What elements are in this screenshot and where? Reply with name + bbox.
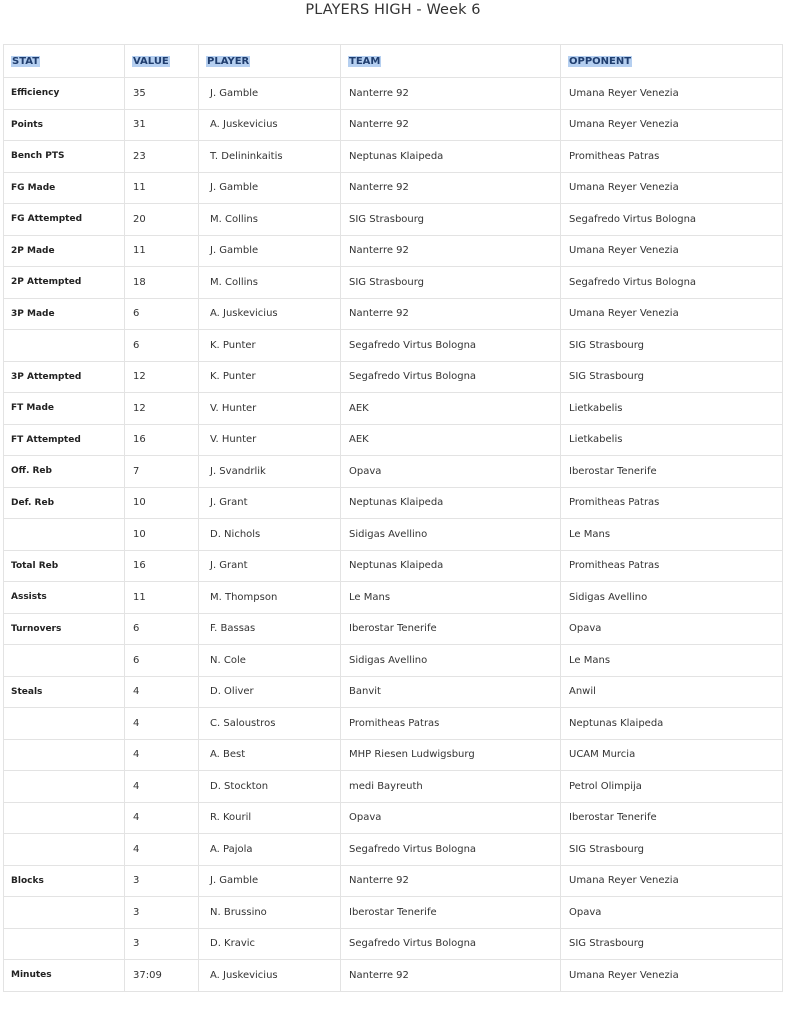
table-row [4,172,783,204]
header-opponent [561,45,783,78]
team-cell: Neptunas Klaipeda [341,550,561,582]
team-cell: SIG Strasbourg [341,267,561,299]
player-cell: D. Oliver [199,676,341,708]
opponent-cell: Umana Reyer Venezia [561,960,783,992]
opponent-cell: Sidigas Avellino [561,582,783,614]
team-cell: Segafredo Virtus Bologna [341,834,561,866]
opponent-cell: Opava [561,613,783,645]
header-player [199,45,341,78]
team-cell: Sidigas Avellino [341,645,561,677]
value-cell: 4 [125,802,199,834]
table-row [4,645,783,677]
value-cell: 10 [125,519,199,551]
value-cell: 23 [125,141,199,173]
opponent-cell: Umana Reyer Venezia [561,235,783,267]
team-cell: Iberostar Tenerife [341,613,561,645]
opponent-cell: Le Mans [561,645,783,677]
opponent-cell: Segafredo Virtus Bologna [561,204,783,236]
player-cell: A. Juskevicius [199,109,341,141]
player-cell: J. Gamble [199,235,341,267]
opponent-cell: Petrol Olimpija [561,771,783,803]
table-row [4,802,783,834]
player-cell: M. Collins [199,204,341,236]
opponent-cell: Anwil [561,676,783,708]
stat-cell: Steals [4,676,125,708]
header-team [341,45,561,78]
table-row [4,960,783,992]
value-cell: 7 [125,456,199,488]
player-cell: T. Delininkaitis [199,141,341,173]
table-row [4,109,783,141]
player-cell: N. Cole [199,645,341,677]
opponent-cell: Umana Reyer Venezia [561,109,783,141]
player-cell: M. Collins [199,267,341,299]
player-cell: J. Gamble [199,172,341,204]
value-cell: 6 [125,645,199,677]
table-row [4,298,783,330]
player-cell: C. Saloustros [199,708,341,740]
table-row [4,928,783,960]
value-cell: 3 [125,928,199,960]
team-cell: Nanterre 92 [341,78,561,110]
value-cell: 3 [125,897,199,929]
stat-cell: Bench PTS [4,141,125,173]
table-row [4,771,783,803]
stat-cell [4,519,125,551]
team-cell: Segafredo Virtus Bologna [341,361,561,393]
player-cell: F. Bassas [199,613,341,645]
table-row [4,141,783,173]
value-cell: 10 [125,487,199,519]
table-row [4,834,783,866]
table-row [4,361,783,393]
stat-cell: FT Attempted [4,424,125,456]
value-cell: 16 [125,550,199,582]
player-cell: A. Juskevicius [199,298,341,330]
table-row [4,550,783,582]
stat-cell: FG Made [4,172,125,204]
value-cell: 4 [125,708,199,740]
team-cell: Nanterre 92 [341,172,561,204]
value-cell: 11 [125,582,199,614]
value-cell: 35 [125,78,199,110]
team-cell: Promitheas Patras [341,708,561,740]
value-cell: 6 [125,613,199,645]
opponent-cell: Neptunas Klaipeda [561,708,783,740]
stat-cell: Efficiency [4,78,125,110]
player-cell: V. Hunter [199,424,341,456]
team-cell: Nanterre 92 [341,298,561,330]
stat-cell: Def. Reb [4,487,125,519]
value-cell: 4 [125,834,199,866]
stat-cell: Assists [4,582,125,614]
header-player-label: PLAYER [207,55,250,67]
value-cell: 12 [125,361,199,393]
value-cell: 4 [125,739,199,771]
team-cell: AEK [341,424,561,456]
stat-cell: 3P Attempted [4,361,125,393]
player-cell: D. Stockton [199,771,341,803]
header-value-label: VALUE [133,55,169,67]
stat-cell: Blocks [4,865,125,897]
player-cell: J. Grant [199,487,341,519]
table-row [4,235,783,267]
player-cell: R. Kouril [199,802,341,834]
opponent-cell: Opava [561,897,783,929]
opponent-cell: Segafredo Virtus Bologna [561,267,783,299]
stat-cell [4,330,125,362]
value-cell: 31 [125,109,199,141]
team-cell: Neptunas Klaipeda [341,487,561,519]
opponent-cell: SIG Strasbourg [561,928,783,960]
stat-cell [4,645,125,677]
value-cell: 6 [125,330,199,362]
stat-cell [4,739,125,771]
player-cell: J. Gamble [199,865,341,897]
table-row [4,424,783,456]
team-cell: Nanterre 92 [341,960,561,992]
team-cell: Opava [341,802,561,834]
opponent-cell: Promitheas Patras [561,550,783,582]
table-row [4,739,783,771]
team-cell: Neptunas Klaipeda [341,141,561,173]
player-cell: A. Best [199,739,341,771]
header-value [125,45,199,78]
opponent-cell: SIG Strasbourg [561,361,783,393]
player-cell: J. Grant [199,550,341,582]
stat-cell: Minutes [4,960,125,992]
table-row [4,456,783,488]
header-stat [4,45,125,78]
opponent-cell: Promitheas Patras [561,141,783,173]
value-cell: 4 [125,771,199,803]
header-team-label: TEAM [349,55,381,67]
opponent-cell: Iberostar Tenerife [561,456,783,488]
stat-cell [4,834,125,866]
opponent-cell: Le Mans [561,519,783,551]
table-row [4,78,783,110]
value-cell: 4 [125,676,199,708]
stat-cell: 2P Made [4,235,125,267]
value-cell: 18 [125,267,199,299]
stat-cell [4,771,125,803]
table-row [4,204,783,236]
value-cell: 6 [125,298,199,330]
table-row [4,519,783,551]
team-cell: Sidigas Avellino [341,519,561,551]
value-cell: 3 [125,865,199,897]
stat-cell: Turnovers [4,613,125,645]
table-row [4,897,783,929]
stat-cell [4,897,125,929]
value-cell: 20 [125,204,199,236]
team-cell: medi Bayreuth [341,771,561,803]
value-cell: 16 [125,424,199,456]
opponent-cell: Umana Reyer Venezia [561,78,783,110]
header-stat-label: STAT [12,55,40,67]
opponent-cell: Lietkabelis [561,393,783,425]
team-cell: Opava [341,456,561,488]
player-cell: J. Gamble [199,78,341,110]
stat-cell [4,708,125,740]
player-cell: K. Punter [199,330,341,362]
table-row [4,613,783,645]
value-cell: 11 [125,235,199,267]
value-cell: 12 [125,393,199,425]
page-title: PLAYERS HIGH - Week 6 [305,2,481,18]
team-cell: SIG Strasbourg [341,204,561,236]
opponent-cell: Iberostar Tenerife [561,802,783,834]
table-row [4,330,783,362]
stat-cell: Points [4,109,125,141]
table-row [4,582,783,614]
team-cell: MHP Riesen Ludwigsburg [341,739,561,771]
opponent-cell: Umana Reyer Venezia [561,298,783,330]
opponent-cell: SIG Strasbourg [561,330,783,362]
player-cell: N. Brussino [199,897,341,929]
stat-cell [4,802,125,834]
player-cell: V. Hunter [199,393,341,425]
table-body [4,78,783,992]
table-row [4,393,783,425]
player-cell: A. Juskevicius [199,960,341,992]
opponent-cell: UCAM Murcia [561,739,783,771]
stat-cell: Off. Reb [4,456,125,488]
team-cell: Segafredo Virtus Bologna [341,928,561,960]
team-cell: AEK [341,393,561,425]
player-cell: J. Svandrlik [199,456,341,488]
team-cell: Iberostar Tenerife [341,897,561,929]
table-row [4,676,783,708]
team-cell: Segafredo Virtus Bologna [341,330,561,362]
opponent-cell: SIG Strasbourg [561,834,783,866]
player-cell: D. Kravic [199,928,341,960]
table-row [4,865,783,897]
stat-cell: FG Attempted [4,204,125,236]
team-cell: Nanterre 92 [341,235,561,267]
stat-cell [4,928,125,960]
opponent-cell: Lietkabelis [561,424,783,456]
stat-cell: 2P Attempted [4,267,125,299]
table-row [4,708,783,740]
opponent-cell: Umana Reyer Venezia [561,172,783,204]
team-cell: Nanterre 92 [341,109,561,141]
team-cell: Le Mans [341,582,561,614]
opponent-cell: Promitheas Patras [561,487,783,519]
player-cell: K. Punter [199,361,341,393]
player-cell: M. Thompson [199,582,341,614]
table-header-row [4,45,783,78]
team-cell: Banvit [341,676,561,708]
team-cell: Nanterre 92 [341,865,561,897]
stat-cell: Total Reb [4,550,125,582]
table-row [4,267,783,299]
stat-cell: FT Made [4,393,125,425]
value-cell: 11 [125,172,199,204]
table-row [4,487,783,519]
stat-cell: 3P Made [4,298,125,330]
value-cell: 37:09 [125,960,199,992]
opponent-cell: Umana Reyer Venezia [561,865,783,897]
player-cell: A. Pajola [199,834,341,866]
players-high-table [3,44,783,992]
header-opponent-label: OPPONENT [569,55,632,67]
player-cell: D. Nichols [199,519,341,551]
